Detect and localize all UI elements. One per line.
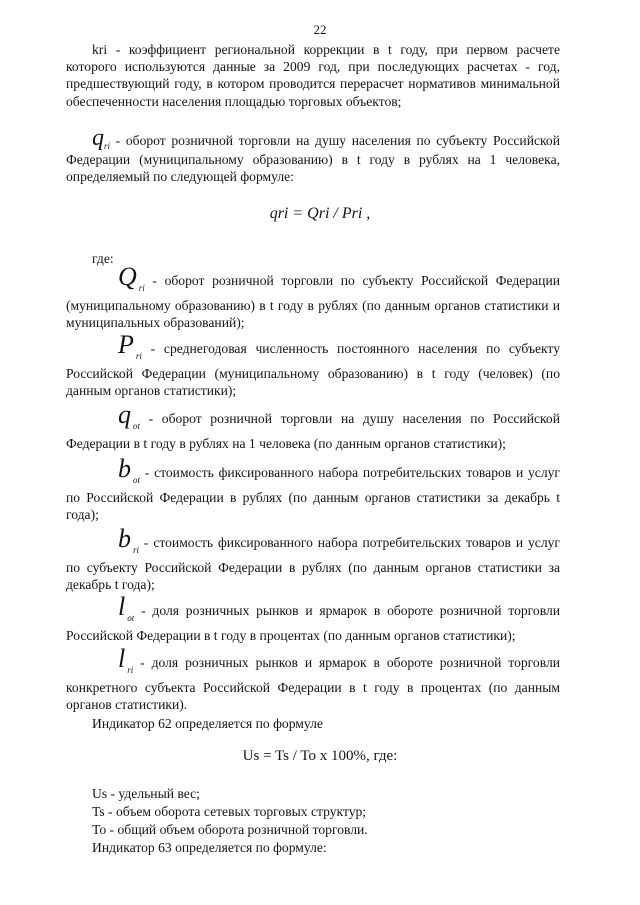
definition-q-rf: q $_{ot}$ - оборот розничной торговли на душу населения по Российской Федерации в t году в рублях на 1 человека (по данным органов статистики); bbox=[66, 400, 560, 452]
q-symbol: q bbox=[92, 125, 104, 151]
k-coefficient-definition bbox=[66, 41, 560, 110]
definition-P: P $_{ri}$ - среднегодовая численность постоянного населения по субъекту Российской Федерации (муниципальному образованию) в t году (человек) (по данным органов статистики); bbox=[66, 330, 560, 399]
q-definition: $q_{ri}$ - оборот розничной торговли на душу населения по субъекту Российской Федерации (муниципальному образованию) в t году в рублях на 1 человека, определяемый по следующей формуле: bbox=[66, 125, 560, 185]
page-number: 22 bbox=[313, 22, 327, 37]
q-text: - оборот розничной торговли на душу населения по субъекту Российской Федерации (муниципальному образованию) в t году в рублях на 1 человека, определяемый по следующей формуле: bbox=[66, 133, 560, 185]
k-text: - коэффициент региональной коррекции в t году, при первом расчете которого используются данные за 2009 год, при последующих расчетах - год, предшествующий году, в котором проводится перерасчет нормативов минимальной обеспеченности населения площадью торговых объектов; bbox=[66, 42, 560, 109]
indicator-63-intro: Индикатор 63 определяется по формуле: bbox=[92, 840, 327, 855]
definition-l-region: l $_{ri}$ - доля розничных рынков и ярмарок в обороте розничной торговли конкретного субъекта Российской Федерации в t году в процентах (по данным органов статистики). bbox=[66, 644, 560, 713]
definition-b-rf: b $_{ot}$ - стоимость фиксированного набора потребительских товаров и услуг по Российской Федерации в рублях (по данным органов статистики за декабрь t года); bbox=[66, 454, 560, 523]
definition-b-region: b $_{ri}$ - стоимость фиксированного набора потребительских товаров и услуг по субъекту Российской Федерации в рублях (по данным органов статистики за декабрь t года); bbox=[66, 524, 560, 593]
legend-us: Us - удельный вес; bbox=[92, 786, 200, 801]
legend-to: To - общий объем оборота розничной торговли. bbox=[92, 822, 368, 837]
k-symbol: kri bbox=[92, 42, 108, 57]
where-label: где: bbox=[92, 251, 114, 266]
indicator-62-formula: Us = Ts / To x 100%, где: bbox=[242, 748, 398, 764]
legend-ts: Ts - объем оборота сетевых торговых структур; bbox=[92, 804, 367, 819]
definition-Q: Q $_{ri}$ - оборот розничной торговли по субъекту Российской Федерации (муниципальному образованию) в t году в рублях (по данным органов статистики и муниципальных образований); bbox=[66, 262, 560, 331]
per-capita-formula: qri = Qri / Pri , bbox=[269, 205, 371, 222]
indicator-62-intro: Индикатор 62 определяется по формуле bbox=[92, 716, 323, 731]
definition-l-rf: l $_{ot}$ - доля розничных рынков и ярмарок в обороте розничной торговли Российской Федерации в t году в процентах (по данным органов статистики); bbox=[66, 592, 560, 644]
